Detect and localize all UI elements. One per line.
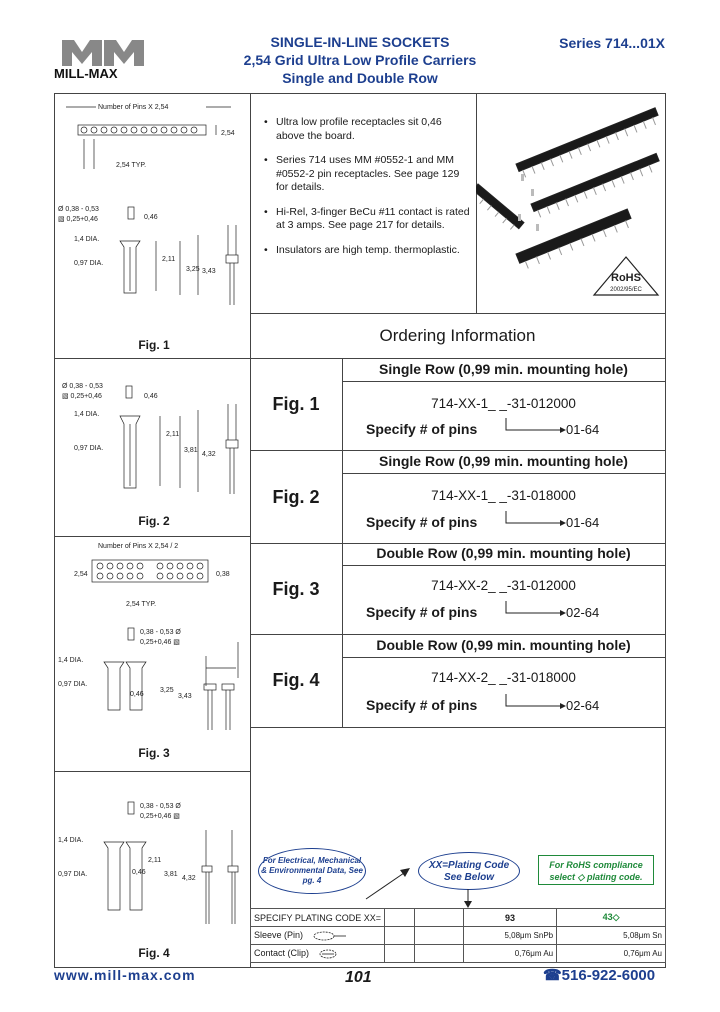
svg-text:0,38: 0,38 bbox=[216, 571, 230, 578]
order-row-heading: Double Row (0,99 min. mounting hole) bbox=[376, 637, 631, 653]
plating-code-callout bbox=[418, 852, 520, 890]
svg-text:0,46: 0,46 bbox=[130, 691, 144, 698]
row-rule-6 bbox=[54, 771, 250, 772]
feature-item: • Insulators are high temp. thermoplastic. bbox=[262, 244, 472, 258]
svg-text:0,38 - 0,53 Ø: 0,38 - 0,53 Ø bbox=[140, 629, 181, 636]
heading-rule-4 bbox=[342, 657, 666, 658]
heading-rule-1 bbox=[342, 381, 666, 382]
specify-pins-label: Specify # of pins bbox=[366, 514, 478, 530]
svg-text:0,46: 0,46 bbox=[144, 393, 158, 400]
svg-text:1,4 DIA.: 1,4 DIA. bbox=[58, 657, 84, 664]
svg-text:4,32: 4,32 bbox=[202, 451, 216, 458]
pin-range: 01-64 bbox=[566, 515, 600, 530]
svg-text:0,46: 0,46 bbox=[144, 214, 158, 221]
part-number: 714-XX-1_ _-31-012000 bbox=[431, 396, 576, 411]
specify-pins-label: Specify # of pins bbox=[366, 697, 478, 713]
svg-text:3,43: 3,43 bbox=[202, 268, 216, 275]
order-fig-label: Fig. 3 bbox=[272, 579, 320, 599]
arrow-icon bbox=[496, 694, 566, 712]
plating-value: 0,76μm Au bbox=[557, 945, 666, 963]
plating-code-43: 43◇ bbox=[557, 909, 666, 927]
rohs-note-line2: select ◇ plating code. bbox=[549, 872, 643, 882]
order-fig-label: Fig. 1 bbox=[272, 394, 320, 414]
svg-text:2,54: 2,54 bbox=[74, 571, 88, 578]
table-row bbox=[251, 945, 666, 963]
website-link[interactable]: www.mill-max.com bbox=[54, 967, 196, 983]
order-fig-label: Fig. 4 bbox=[272, 670, 320, 690]
rohs-badge bbox=[592, 255, 660, 297]
svg-text:0,25+0,46 ▧: 0,25+0,46 ▧ bbox=[140, 813, 180, 820]
order-fig-label: Fig. 2 bbox=[272, 487, 320, 507]
electrical-data-text: For Electrical, Mechanical & Environmental Data, See pg. 4 bbox=[261, 856, 363, 885]
pin-range: 01-64 bbox=[566, 422, 600, 437]
svg-text:0,38 - 0,53 Ø: 0,38 - 0,53 Ø bbox=[140, 803, 181, 810]
arrow-icon bbox=[496, 601, 566, 619]
svg-text:3,25: 3,25 bbox=[160, 687, 174, 694]
plating-code-line2: See Below bbox=[443, 872, 495, 883]
specify-pins-label: Specify # of pins bbox=[366, 604, 478, 620]
electrical-data-callout bbox=[258, 848, 366, 894]
svg-text:0,97 DIA.: 0,97 DIA. bbox=[74, 260, 104, 267]
svg-text:1,4 DIA.: 1,4 DIA. bbox=[58, 837, 84, 844]
page-subtitle-2: Single and Double Row bbox=[282, 70, 438, 86]
row-rule-1 bbox=[54, 358, 666, 359]
plating-value: 0,76μm Au bbox=[463, 945, 556, 963]
plating-value: 5,08μm SnPb bbox=[463, 927, 556, 945]
order-row-heading: Double Row (0,99 min. mounting hole) bbox=[376, 545, 631, 561]
svg-text:▧ 0,25+0,46: ▧ 0,25+0,46 bbox=[58, 216, 98, 223]
pointer-arrow-icon bbox=[364, 865, 414, 901]
heading-rule-2 bbox=[342, 473, 666, 474]
svg-text:0,97 DIA.: 0,97 DIA. bbox=[74, 445, 104, 452]
heading-rule-3 bbox=[342, 565, 666, 566]
row-rule-2 bbox=[54, 536, 250, 537]
feature-item: • Ultra low profile receptacles sit 0,46 above the board. bbox=[262, 116, 472, 143]
svg-text:3,81: 3,81 bbox=[184, 447, 198, 454]
page-number: 101 bbox=[345, 969, 372, 986]
down-arrow-icon bbox=[458, 889, 478, 909]
fig3-drawing bbox=[56, 538, 248, 738]
svg-text:2,54: 2,54 bbox=[221, 130, 235, 137]
svg-text:2,11: 2,11 bbox=[166, 431, 180, 438]
pin-range: 02-64 bbox=[566, 698, 600, 713]
svg-text:0,97 DIA.: 0,97 DIA. bbox=[58, 871, 88, 878]
svg-text:Number of Pins X 2,54 / 2: Number of Pins X 2,54 / 2 bbox=[98, 543, 179, 550]
fig4-caption: Fig. 4 bbox=[138, 946, 170, 960]
svg-text:3,43: 3,43 bbox=[178, 693, 192, 700]
arrow-icon bbox=[496, 418, 566, 436]
fig2-caption: Fig. 2 bbox=[138, 514, 170, 528]
row-rule-3 bbox=[250, 450, 666, 451]
page-subtitle: 2,54 Grid Ultra Low Profile Carriers bbox=[243, 52, 477, 68]
row-rule-7 bbox=[250, 727, 666, 728]
svg-text:RoHS: RoHS bbox=[611, 272, 641, 284]
row-label: Sleeve (Pin) bbox=[251, 927, 385, 945]
table-header-cell: SPECIFY PLATING CODE XX= bbox=[251, 909, 385, 927]
plating-code-table bbox=[250, 908, 666, 963]
specify-pins-label: Specify # of pins bbox=[366, 421, 478, 437]
contact-clip-icon bbox=[318, 949, 348, 959]
svg-text:▧ 0,25+0,46: ▧ 0,25+0,46 bbox=[62, 393, 102, 400]
order-row-heading: Single Row (0,99 min. mounting hole) bbox=[379, 453, 628, 469]
svg-text:2,54 TYP.: 2,54 TYP. bbox=[116, 162, 147, 169]
phone-number: ☎516-922-6000 bbox=[543, 967, 656, 984]
rohs-note-line1: For RoHS compliance bbox=[549, 860, 643, 870]
fig1-caption: Fig. 1 bbox=[138, 338, 170, 352]
svg-text:2002/95/EC: 2002/95/EC bbox=[610, 287, 642, 293]
part-number: 714-XX-2_ _-31-018000 bbox=[431, 670, 576, 685]
ordering-title: Ordering Information bbox=[379, 326, 536, 345]
svg-text:0,25+0,46 ▧: 0,25+0,46 ▧ bbox=[140, 639, 180, 646]
svg-text:4,32: 4,32 bbox=[182, 875, 196, 882]
logo-text: MILL-MAX bbox=[54, 66, 118, 81]
plating-value: 5,08μm Sn bbox=[557, 927, 666, 945]
svg-text:0,97 DIA.: 0,97 DIA. bbox=[58, 681, 88, 688]
row-label: Contact (Clip) bbox=[251, 945, 385, 963]
feature-list bbox=[262, 116, 472, 268]
fig3-caption: Fig. 3 bbox=[138, 746, 170, 760]
svg-text:2,11: 2,11 bbox=[148, 857, 162, 864]
row-rule-5 bbox=[250, 634, 666, 635]
table-row bbox=[251, 927, 666, 945]
svg-text:3,81: 3,81 bbox=[164, 871, 178, 878]
svg-text:Ø 0,38 - 0,53: Ø 0,38 - 0,53 bbox=[58, 206, 99, 213]
svg-text:1,4 DIA.: 1,4 DIA. bbox=[74, 411, 100, 418]
fig2-drawing bbox=[56, 370, 248, 510]
svg-text:Number of Pins X 2,54: Number of Pins X 2,54 bbox=[98, 104, 169, 111]
arrow-icon bbox=[496, 511, 566, 529]
part-number: 714-XX-2_ _-31-012000 bbox=[431, 578, 576, 593]
page-title: SINGLE-IN-LINE SOCKETS bbox=[270, 34, 450, 50]
svg-text:2,11: 2,11 bbox=[162, 256, 176, 263]
rohs-compliance-note bbox=[538, 855, 654, 885]
plating-code-line1: XX=Plating Code bbox=[428, 860, 510, 871]
pin-sleeve-icon bbox=[312, 931, 352, 941]
table-row bbox=[251, 909, 666, 927]
svg-text:Ø 0,38 - 0,53: Ø 0,38 - 0,53 bbox=[62, 383, 103, 390]
fig1-drawing bbox=[56, 95, 248, 335]
row-rule-4 bbox=[250, 543, 666, 544]
order-top-rule bbox=[250, 313, 666, 314]
svg-text:1,4 DIA.: 1,4 DIA. bbox=[74, 236, 100, 243]
part-number: 714-XX-1_ _-31-018000 bbox=[431, 488, 576, 503]
pin-range: 02-64 bbox=[566, 605, 600, 620]
svg-text:3,25: 3,25 bbox=[186, 266, 200, 273]
plating-code-93: 93 bbox=[463, 909, 556, 927]
svg-text:0,46: 0,46 bbox=[132, 869, 146, 876]
feature-item: • Hi-Rel, 3-finger BeCu #11 contact is rated at 3 amps. See page 217 for details. bbox=[262, 206, 472, 233]
mill-max-logo bbox=[52, 38, 152, 82]
series-label: Series 714...01X bbox=[559, 35, 665, 51]
feature-item: • Series 714 uses MM #0552-1 and MM #0552-2 pin receptacles. See page 129 for details. bbox=[262, 154, 472, 195]
fig4-drawing bbox=[56, 800, 248, 940]
svg-text:2,54 TYP.: 2,54 TYP. bbox=[126, 601, 157, 608]
order-row-heading: Single Row (0,99 min. mounting hole) bbox=[379, 361, 628, 377]
column-divider bbox=[250, 93, 251, 968]
